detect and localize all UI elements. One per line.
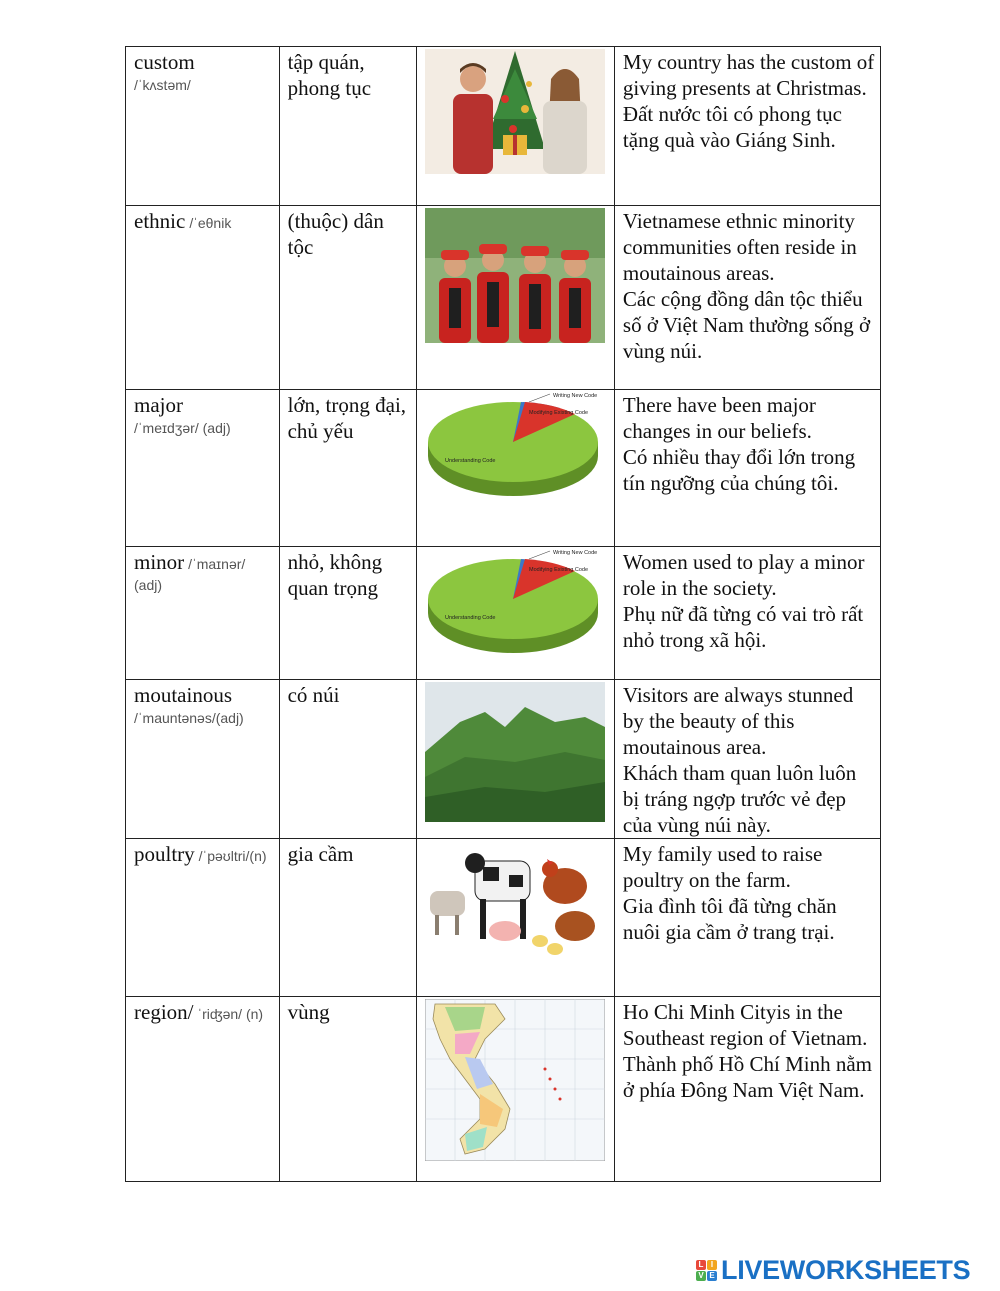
pie-label-understanding: Understanding Code	[445, 615, 496, 621]
liveworksheets-logo[interactable]	[696, 1254, 970, 1286]
table-row	[126, 839, 881, 997]
ipa-text: /ˈmaɪnər/ (adj)	[134, 556, 246, 593]
word-cell	[126, 547, 280, 680]
ipa-text: /ˈkʌstəm/	[134, 77, 191, 93]
table-row	[126, 390, 881, 547]
logo-text: LIVEWORKSHEETS	[721, 1254, 971, 1285]
example-vietnamese: Khách tham quan luôn luôn bị tráng ngợp trước vẻ đẹp của vùng núi này.	[622, 761, 857, 837]
meaning-cell: vùng	[279, 997, 417, 1182]
word-cell	[126, 390, 280, 547]
example-cell	[614, 47, 880, 206]
pie-chart-minor-slice	[425, 549, 605, 659]
ipa-text: /ˈmauntənəs/(adj)	[134, 710, 244, 726]
logo-mark-l: L	[696, 1260, 706, 1270]
example-english: Women used to play a minor role in the society.	[622, 550, 865, 600]
meaning-cell: tập quán, phong tục	[279, 47, 417, 206]
logo-mark-v: V	[696, 1271, 706, 1281]
example-vietnamese: Có nhiều thay đổi lớn trong tín ngưỡng của chúng tôi.	[622, 445, 856, 495]
word-text: custom	[134, 50, 195, 74]
meaning-cell: (thuộc) dân tộc	[279, 206, 417, 390]
pie-label-understanding: Understanding Code	[445, 458, 496, 464]
example-english: My family used to raise poultry on the farm.	[622, 842, 823, 892]
example-vietnamese: Phụ nữ đã từng có vai trò rất nhỏ trong xã hội.	[622, 602, 864, 652]
word-text: moutainous	[134, 683, 232, 707]
example-vietnamese: Các cộng đồng dân tộc thiểu số ở Việt Nam thường sống ở vùng núi.	[622, 287, 871, 363]
example-english: My country has the custom of giving presents at Christmas.	[622, 50, 875, 100]
meaning-cell: nhỏ, không quan trọng	[279, 547, 417, 680]
word-text: region/	[134, 1000, 194, 1024]
example-english: There have been major changes in our beliefs.	[622, 393, 816, 443]
example-english: Vietnamese ethnic minority communities often reside in moutainous areas.	[622, 209, 857, 285]
example-vietnamese: Thành phố Hồ Chí Minh nằm ở phía Đông Nam Việt Nam.	[622, 1052, 872, 1102]
pie-label-modifying: Modifying Existing Code	[529, 410, 589, 416]
ipa-text: /ˈpəʊltri/(n)	[198, 848, 267, 864]
example-english: Visitors are always stunned by the beauty of this moutainous area.	[622, 683, 854, 759]
word-cell	[126, 206, 280, 390]
example-cell	[614, 390, 880, 547]
word-cell	[126, 839, 280, 997]
image-cell	[417, 680, 615, 839]
pie-label-writing: Writing New Code	[553, 393, 598, 399]
example-cell	[614, 997, 880, 1182]
logo-mark-e: E	[707, 1271, 717, 1281]
example-vietnamese: Gia đình tôi đã từng chăn nuôi gia cầm ở trang trại.	[622, 894, 837, 944]
vocabulary-table	[125, 46, 881, 1182]
word-text: major	[134, 393, 183, 417]
word-text: poultry	[134, 842, 195, 866]
vietnam-map	[425, 999, 605, 1161]
ipa-text: /ˈmeɪdʒər/ (adj)	[134, 420, 231, 436]
meaning-cell: gia cầm	[279, 839, 417, 997]
example-cell	[614, 547, 880, 680]
logo-mark-i: I	[707, 1260, 717, 1270]
live-mark-icon	[696, 1260, 717, 1281]
word-cell	[126, 997, 280, 1182]
ethnic-minority-women-photo	[425, 208, 605, 343]
table-row	[126, 997, 881, 1182]
word-text: minor	[134, 550, 185, 574]
table-row	[126, 547, 881, 680]
green-mountains-photo	[425, 682, 605, 822]
meaning-cell: có núi	[279, 680, 417, 839]
pie-chart-major-slice	[425, 392, 605, 502]
table-row	[126, 206, 881, 390]
farm-animals-photo	[425, 841, 605, 961]
pie-label-writing: Writing New Code	[553, 550, 598, 556]
example-english: Ho Chi Minh Cityis in the Southeast region of Vietnam.	[622, 1000, 868, 1050]
word-cell	[126, 47, 280, 206]
image-cell	[417, 47, 615, 206]
table-row	[126, 47, 881, 206]
example-cell	[614, 206, 880, 390]
word-cell	[126, 680, 280, 839]
word-text: ethnic	[134, 209, 186, 233]
ipa-text: ˈriʤən/ (n)	[197, 1006, 264, 1022]
christmas-gift-couple-photo	[425, 49, 605, 174]
image-cell	[417, 206, 615, 390]
example-cell	[614, 680, 880, 839]
table-row	[126, 680, 881, 839]
example-vietnamese: Đất nước tôi có phong tục tặng quà vào Giáng Sinh.	[622, 102, 842, 152]
image-cell	[417, 547, 615, 680]
example-cell	[614, 839, 880, 997]
ipa-text: /ˈeθnik	[189, 215, 232, 231]
image-cell	[417, 839, 615, 997]
pie-label-modifying: Modifying Existing Code	[529, 567, 589, 573]
image-cell	[417, 997, 615, 1182]
image-cell	[417, 390, 615, 547]
meaning-cell: lớn, trọng đại, chủ yếu	[279, 390, 417, 547]
